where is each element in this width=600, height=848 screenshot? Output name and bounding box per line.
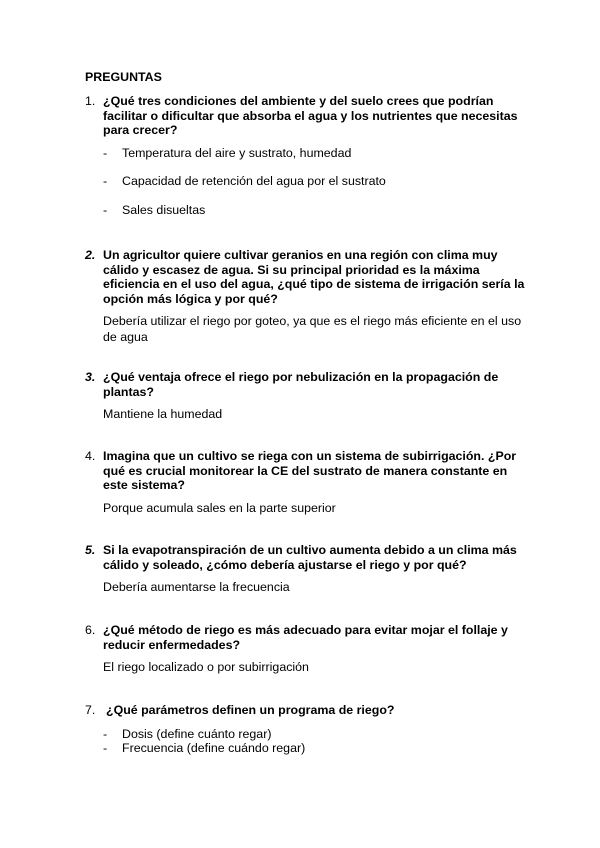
answer-bullet: - Temperatura del aire y sustrato, humedad [103,146,525,161]
question-text: Un agricultor quiere cultivar geranios en una región con clima muy cálido y escasez de agua. Si su principal prioridad es la máxima eficiencia en el uso del agua, ¿qué tipo de sistema de irrigación sería la opción más lógica y por qué? [103,248,525,306]
answer-bullet: - Capacidad de retención del agua por el sustrato [103,174,525,189]
question-text: ¿Qué ventaja ofrece el riego por nebulización en la propagación de plantas? [103,370,499,399]
question-text: Si la evapotranspiración de un cultivo aumenta debido a un clima más cálido y soleado, ¿cómo debería ajustarse el riego y por qué? [103,543,517,572]
page-title: PREGUNTAS [85,70,162,84]
answer-text: El riego localizado o por subirrigación [103,660,309,675]
question-7 [85,703,525,756]
question-number: 7. [85,703,96,717]
question-6 [85,623,525,676]
question-3 [85,370,525,423]
question-number: 5. [85,543,96,557]
answer-text: Mantiene la humedad [103,407,223,422]
question-number: 6. [85,623,96,637]
question-number: 1. [85,94,96,108]
answer-bullet: - Dosis (define cuánto regar) [103,727,525,742]
question-text: ¿Qué parámetros definen un programa de riego? [106,703,395,717]
answer-bullet: - Sales disueltas [103,203,525,218]
answer-text: Debería aumentarse la frecuencia [103,580,290,595]
question-text: ¿Qué tres condiciones del ambiente y del suelo crees que podrían facilitar o dificultar que absorba el agua y los nutrientes que necesitas para crecer? [103,94,518,138]
answer-text: Porque acumula sales en la parte superior [103,500,336,515]
question-1 [85,94,525,218]
question-2 [85,248,525,346]
answer-bullet: - Frecuencia (define cuándo regar) [103,741,525,756]
question-number: 2. [85,248,96,262]
question-5 [85,543,525,596]
question-4 [85,449,525,517]
question-number: 4. [85,449,96,463]
question-number: 3. [85,370,96,384]
answer-text: Debería utilizar el riego por goteo, ya que es el riego más eficiente en el uso de agua [103,314,522,345]
question-text: Imagina que un cultivo se riega con un sistema de subirrigación. ¿Por qué es crucial monitorear la CE del sustrato de manera constante en este sistema? [103,449,517,493]
question-text: ¿Qué método de riego es más adecuado para evitar mojar el follaje y reducir enfermedades? [103,623,508,652]
